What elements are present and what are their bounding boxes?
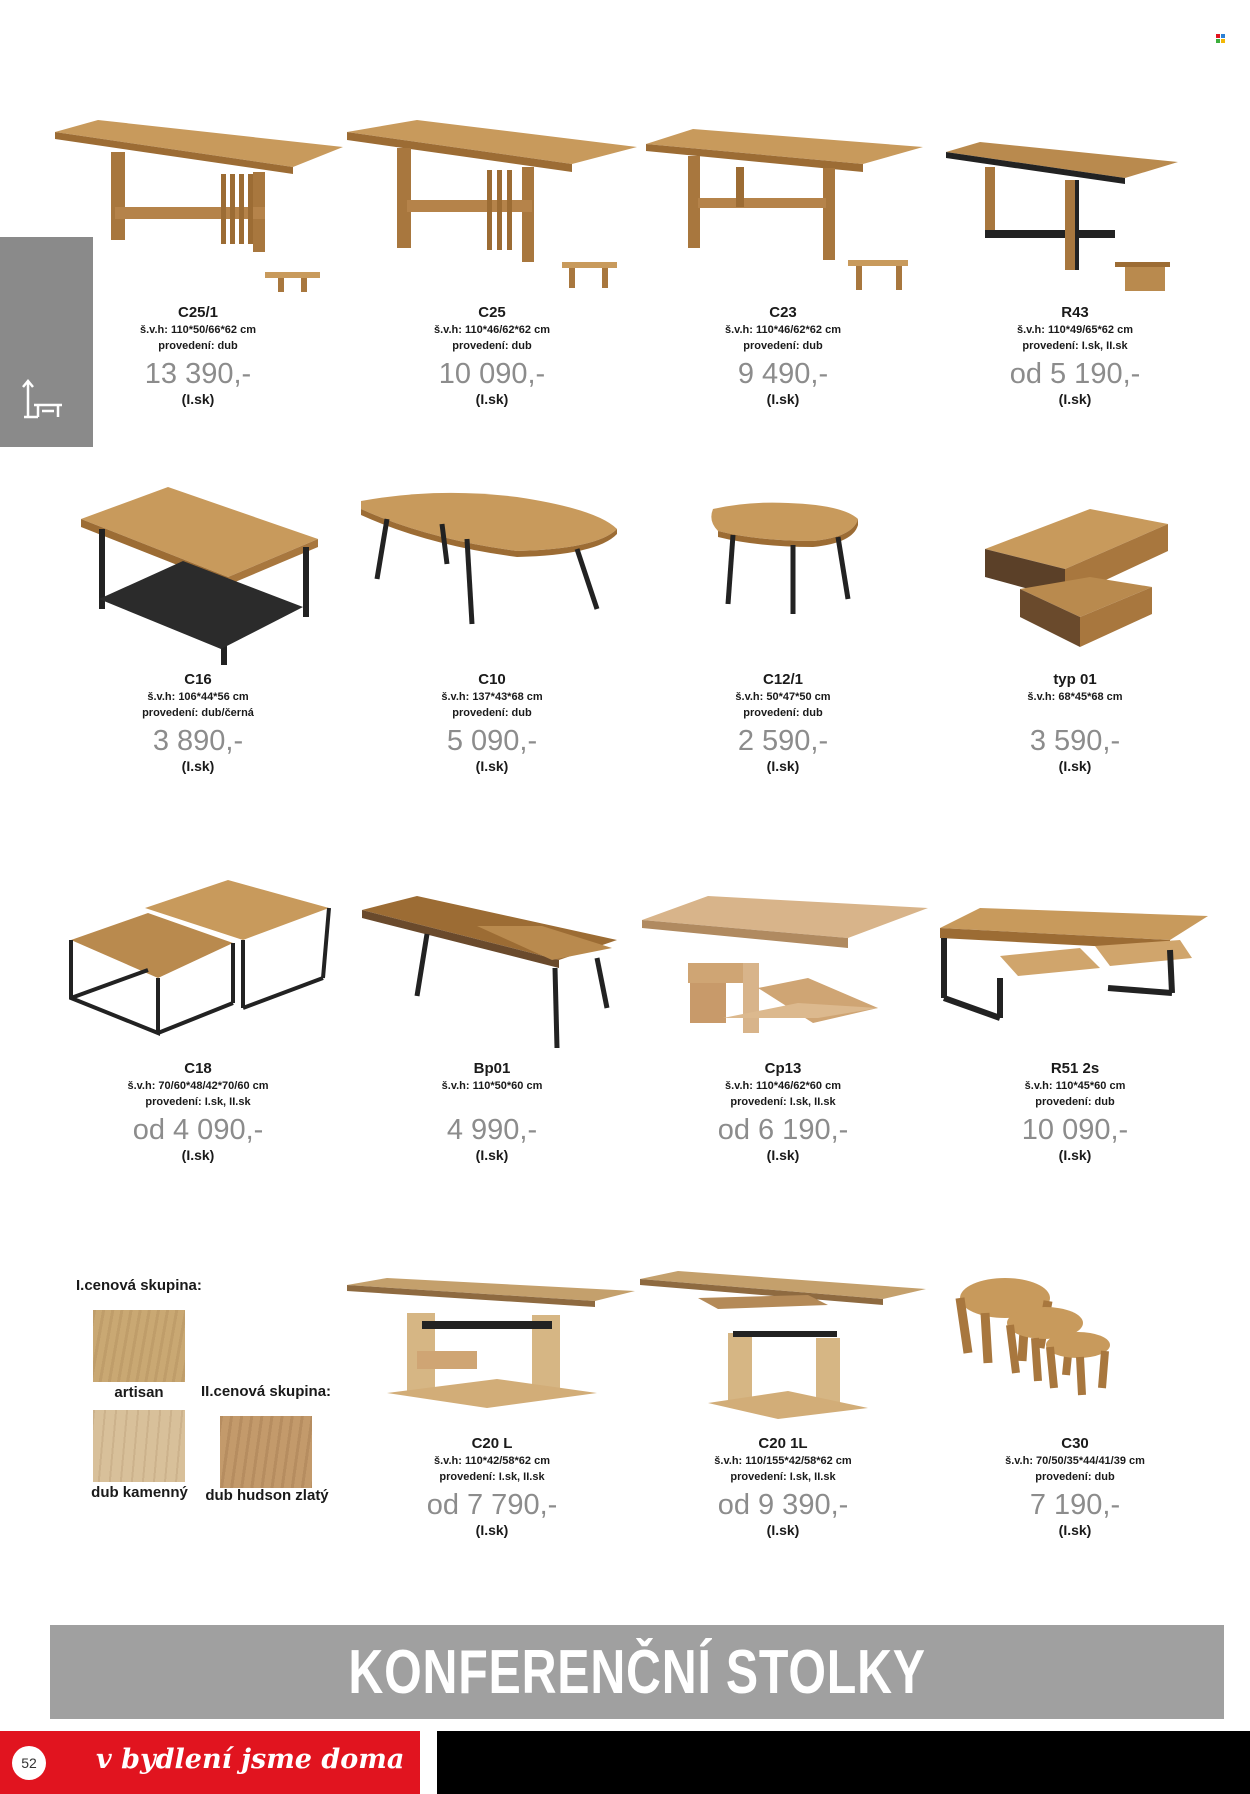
product-image: [53, 479, 343, 669]
product-card[interactable]: [638, 868, 928, 1163]
product-finish: provedení: I.sk, II.sk: [730, 1471, 836, 1483]
footer-slogan: v bydlení jsme doma: [96, 1744, 405, 1775]
product-price-class: (I.sk): [766, 1147, 800, 1163]
product-price-class: (I.sk): [1058, 391, 1092, 407]
product-image: [638, 479, 928, 669]
product-dimensions: š.v.h: 110/155*42/58*62 cm: [714, 1455, 852, 1467]
product-finish-empty: [930, 705, 1220, 721]
product-image: [930, 1243, 1220, 1433]
product-price: 13 390,-: [144, 358, 252, 390]
product-price: 3 590,-: [1029, 725, 1121, 757]
product-price-class: (I.sk): [475, 1522, 509, 1538]
footer-brand-bar: [0, 1731, 420, 1794]
product-price-class: (I.sk): [181, 1147, 215, 1163]
product-name: C10: [478, 671, 506, 688]
product-finish: provedení: I.sk, II.sk: [439, 1471, 545, 1483]
product-price-class: (I.sk): [766, 1522, 800, 1538]
product-card[interactable]: [930, 1243, 1220, 1538]
product-price-class: (I.sk): [475, 758, 509, 774]
product-name: C23: [769, 304, 797, 321]
product-finish: provedení: dub/černá: [142, 707, 254, 719]
product-image: [347, 1243, 637, 1433]
product-name: typ 01: [1053, 671, 1097, 688]
product-dimensions: š.v.h: 110*46/62*60 cm: [725, 1080, 841, 1092]
product-name: C30: [1061, 1435, 1089, 1452]
swatch-label: artisan: [114, 1384, 164, 1401]
product-name: C12/1: [762, 671, 804, 688]
product-price: od 7 790,-: [426, 1489, 558, 1521]
product-price: 10 090,-: [438, 358, 546, 390]
product-finish: provedení: dub: [158, 340, 238, 352]
product-price: 10 090,-: [1021, 1114, 1129, 1146]
product-finish: provedení: I.sk, II.sk: [145, 1096, 251, 1108]
product-name: Bp01: [473, 1060, 511, 1077]
product-finish: provedení: dub: [1035, 1096, 1115, 1108]
product-card[interactable]: [53, 479, 343, 774]
product-finish: provedení: dub: [1035, 1471, 1115, 1483]
product-price: 3 890,-: [152, 725, 244, 757]
product-card[interactable]: [930, 479, 1220, 774]
product-name: Cp13: [764, 1060, 802, 1077]
product-image: [53, 868, 343, 1058]
product-dimensions: š.v.h: 110*45*60 cm: [1024, 1080, 1126, 1092]
product-price-class: (I.sk): [475, 1147, 509, 1163]
product-price-class: (I.sk): [1058, 758, 1092, 774]
swatch-dub-hudson-zlaty[interactable]: [220, 1416, 312, 1488]
swatch-label: dub hudson zlatý: [205, 1487, 329, 1504]
product-price: 2 590,-: [737, 725, 829, 757]
category-title: KONFERENČNÍ STOLKY: [348, 1637, 926, 1707]
product-price: od 5 190,-: [1009, 358, 1141, 390]
product-price-class: (I.sk): [181, 391, 215, 407]
product-image: [930, 479, 1220, 669]
product-price: 9 490,-: [737, 358, 829, 390]
product-image: [347, 479, 637, 669]
product-price: 7 190,-: [1029, 1489, 1121, 1521]
product-dimensions: š.v.h: 50*47*50 cm: [735, 691, 831, 703]
product-card[interactable]: [638, 1243, 928, 1538]
price-group-1-title: I.cenová skupina:: [76, 1277, 202, 1294]
product-price-class: (I.sk): [181, 758, 215, 774]
product-name: R51 2s: [1050, 1060, 1100, 1077]
product-price-class: (I.sk): [766, 758, 800, 774]
product-price-class: (I.sk): [1058, 1147, 1092, 1163]
product-image: [638, 868, 928, 1058]
product-image: [347, 868, 637, 1058]
product-image: [53, 112, 343, 302]
product-card[interactable]: [638, 479, 928, 774]
product-price: 4 990,-: [446, 1114, 538, 1146]
swatch-dub-kamenny[interactable]: [93, 1410, 185, 1482]
product-finish: provedení: dub: [452, 707, 532, 719]
product-image: [930, 868, 1220, 1058]
product-dimensions: š.v.h: 70/60*48/42*70/60 cm: [127, 1080, 269, 1092]
product-price-class: (I.sk): [475, 391, 509, 407]
product-image: [638, 112, 928, 302]
product-price: od 9 390,-: [717, 1489, 849, 1521]
product-price-class: (I.sk): [1058, 1522, 1092, 1538]
product-dimensions: š.v.h: 110*49/65*62 cm: [1017, 324, 1133, 336]
product-finish-empty: [347, 1094, 637, 1110]
product-price-class: (I.sk): [766, 391, 800, 407]
product-dimensions: š.v.h: 110*46/62*62 cm: [434, 324, 550, 336]
product-card[interactable]: [638, 112, 928, 407]
product-name: C20 L: [471, 1435, 513, 1452]
product-dimensions: š.v.h: 70/50/35*44/41/39 cm: [1005, 1455, 1145, 1467]
product-card[interactable]: [930, 868, 1220, 1163]
price-group-2-title: II.cenová skupina:: [201, 1383, 332, 1400]
product-card[interactable]: [53, 112, 343, 407]
product-price: 5 090,-: [446, 725, 538, 757]
brand-logo-mark: [1216, 34, 1226, 44]
product-name: C18: [184, 1060, 212, 1077]
product-dimensions: š.v.h: 110*50*60 cm: [441, 1080, 543, 1092]
product-name: R43: [1061, 304, 1089, 321]
swatch-label: dub kamenný: [91, 1484, 188, 1501]
product-card[interactable]: [347, 868, 637, 1163]
product-dimensions: š.v.h: 110*42/58*62 cm: [434, 1455, 550, 1467]
product-name: C20 1L: [758, 1435, 808, 1452]
product-finish: provedení: dub: [743, 707, 823, 719]
product-finish: provedení: dub: [452, 340, 532, 352]
page-number: 52: [12, 1746, 46, 1780]
product-price: od 4 090,-: [132, 1114, 264, 1146]
product-image: [638, 1243, 928, 1433]
product-price: od 6 190,-: [717, 1114, 849, 1146]
product-name: C25: [478, 304, 506, 321]
footer-black-bar: [437, 1731, 1250, 1794]
product-dimensions: š.v.h: 137*43*68 cm: [441, 691, 543, 703]
product-dimensions: š.v.h: 110*46/62*62 cm: [725, 324, 841, 336]
product-name: C16: [184, 671, 212, 688]
product-finish: provedení: I.sk, II.sk: [730, 1096, 836, 1108]
product-image: [347, 112, 637, 302]
product-image: [930, 112, 1220, 302]
product-name: C25/1: [177, 304, 219, 321]
product-card[interactable]: [347, 1243, 637, 1538]
product-dimensions: š.v.h: 110*50/66*62 cm: [140, 324, 256, 336]
product-card[interactable]: [347, 479, 637, 774]
product-finish: provedení: I.sk, II.sk: [1022, 340, 1128, 352]
product-card[interactable]: [347, 112, 637, 407]
category-banner: [50, 1625, 1224, 1719]
product-card[interactable]: [53, 868, 343, 1163]
product-card[interactable]: [930, 112, 1220, 407]
product-dimensions: š.v.h: 68*45*68 cm: [1027, 691, 1123, 703]
swatch-artisan[interactable]: [93, 1310, 185, 1382]
product-finish: provedení: dub: [743, 340, 823, 352]
product-dimensions: š.v.h: 106*44*56 cm: [147, 691, 249, 703]
